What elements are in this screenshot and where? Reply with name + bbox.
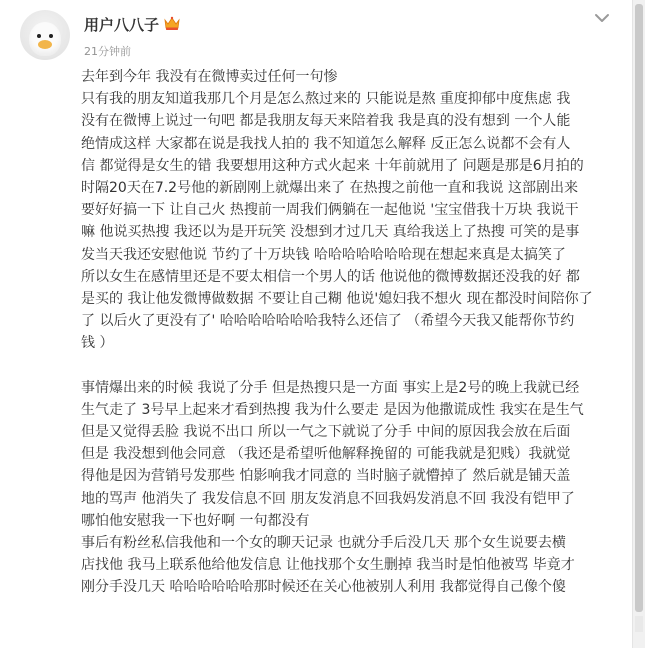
post-line: 了 以后火了更没有了' 哈哈哈哈哈哈哈我特么还信了 （希望今天我又能帮你节约 — [81, 313, 575, 330]
post-line: 去年到今年 我没有在微博卖过任何一句惨 — [81, 69, 338, 85]
post-line: 刚分手没几天 哈哈哈哈哈哈那时候还在关心他被别人利用 我都觉得自己像个傻 — [81, 579, 566, 596]
post-line: 是买的 我让他发微博做数据 不要让自己糊 他说'媳妇我不想火 现在都没时间陪你了 — [81, 290, 593, 307]
post-line: 哪怕他安慰我一下也好啊 一句都没有 — [81, 512, 310, 529]
user-avatar[interactable] — [20, 10, 70, 60]
post-line: 但是又觉得丢脸 我说不出口 所以一气之下就说了分手 中间的原因我会放在后面 — [81, 424, 571, 440]
post-content — [81, 66, 611, 599]
post-line: 只有我的朋友知道我那几个月是怎么熬过来的 只能说是熬 重度抑郁中度焦虑 我 — [81, 91, 571, 108]
post-line: 要好好搞一下 让自己火 热搜前一周我们俩躺在一起他说 '宝宝借我十万块 我说干 — [81, 202, 579, 219]
post-line: 得他是因为营销号发那些 怕影响我才同意的 当时脑子就懵掉了 然后就是铺天盖 — [81, 468, 571, 485]
post-line: 嘛 他说买热搜 我还以为是开玩笑 没想到才过几天 真给我送上了热搜 可笑的是事 — [81, 224, 580, 241]
scrollbar-thumb[interactable] — [635, 4, 643, 612]
post-timestamp[interactable]: 21分钟前 — [84, 45, 131, 58]
post-line: 钱 ） — [81, 335, 114, 352]
post-line: 发当天我还安慰他说 节约了十万块钱 哈哈哈哈哈哈哈现在想起来真是太搞笑了 — [81, 246, 566, 263]
post-line: 绝情成这样 大家都在说是我找人拍的 我不知道怎么解释 反正怎么说都不会有人 — [81, 135, 571, 152]
post-line: 但是 我没想到他会同意 （我还是希望听他解释挽留的 可能我就是犯贱）我就觉 — [81, 446, 571, 463]
paragraph-gap — [81, 354, 611, 376]
post-line: 事后有粉丝私信我他和一个女的聊天记录 也就分手后没几天 那个女生说要去横 — [81, 534, 566, 551]
post-line: 时隔20天在7.2号他的新剧刚上就爆出来了 在热搜之前他一直和我说 这部剧出来 — [81, 179, 578, 196]
scroll-down-arrow[interactable] — [635, 616, 643, 632]
duck-avatar-icon — [29, 22, 61, 56]
crown-vip-icon[interactable] — [163, 15, 181, 31]
username[interactable]: 用户八八子 — [84, 16, 160, 34]
post-line: 没有在微博上说过一句吧 都是我朋友每天来陪着我 我是真的没有想到 一个人能 — [81, 113, 571, 130]
post-line: 生气走了 3号早上起来才看到热搜 我为什么要走 是因为他撒谎成性 我实在是生气 — [81, 401, 584, 418]
post-line: 信 都觉得是女生的错 我要想用这种方式火起来 十年前就用了 问题是那是6月拍的 — [81, 157, 584, 174]
post-line: 事情爆出来的时候 我说了分手 但是热搜只是一方面 事实上是2号的晚上我就已经 — [81, 379, 580, 396]
chevron-down-icon[interactable] — [593, 11, 611, 25]
post-line: 店找他 我马上联系他给他发信息 让他找那个女生删掉 我当时是怕他被骂 毕竟才 — [81, 557, 575, 574]
post-line: 地的骂声 他消失了 我发信息不回 朋友发消息不回我妈发消息不回 我没有铠甲了 — [81, 490, 575, 507]
vertical-scrollbar[interactable] — [632, 0, 645, 648]
post-line: 所以女生在感情里还是不要太相信一个男人的话 他说他的微博数据还没我的好 都 — [81, 268, 580, 285]
